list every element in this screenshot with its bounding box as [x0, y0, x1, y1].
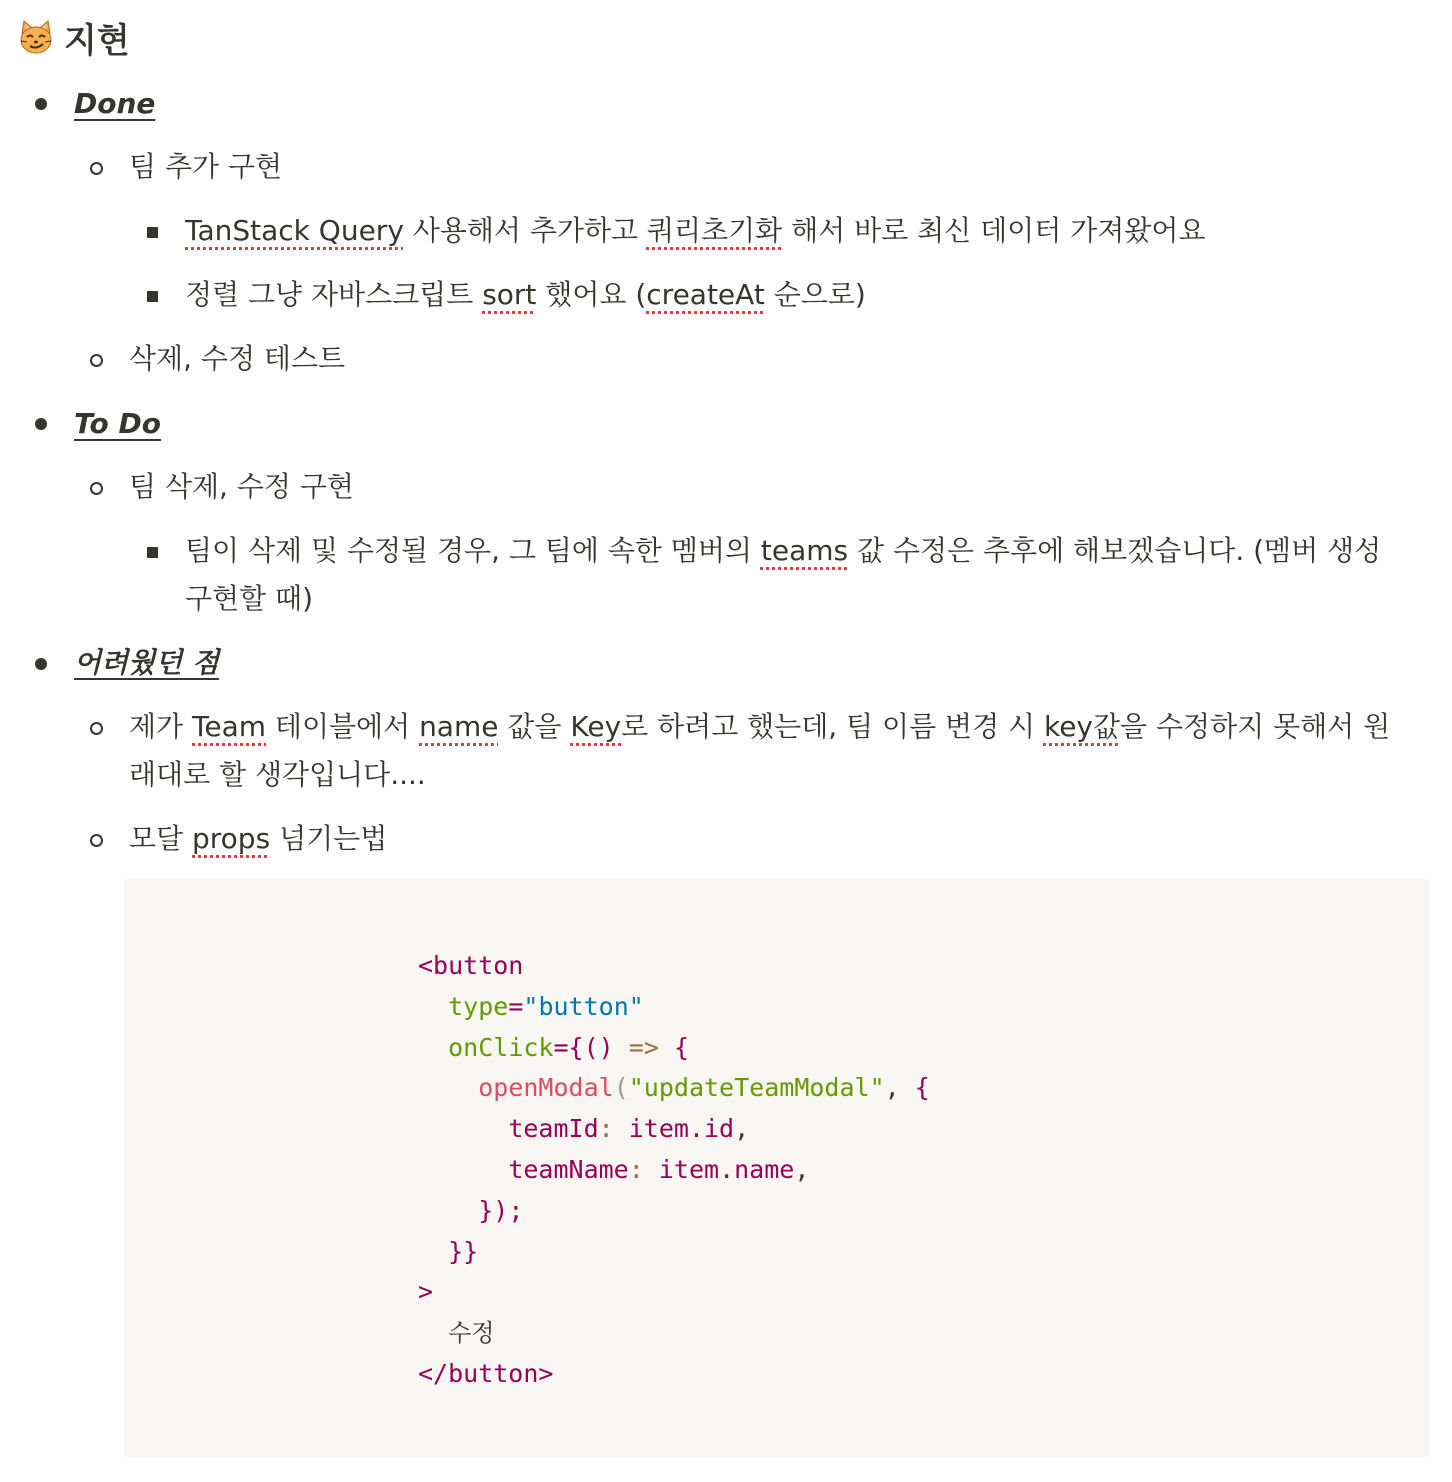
code-token: ,: [734, 1114, 750, 1144]
list-item-sort: 정렬 그냥 자바스크립트 sort 했어요 (createAt 순으로): [185, 278, 866, 311]
section-label-hard: 어려웠던 점: [74, 646, 219, 679]
code-token: =>: [628, 1032, 659, 1062]
code-token: (: [613, 1073, 629, 1103]
code-token: onClick: [448, 1032, 554, 1062]
page-heading: [18, 12, 130, 62]
code-token: {: [673, 1032, 689, 1062]
list-item-tanstack: TanStack Query 사용해서 추가하고 쿼리초기화 해서 바로 최신 데이터 가져왔어요: [185, 214, 1206, 247]
code-token: 수정: [448, 1319, 495, 1348]
page-title: 지현: [64, 20, 130, 61]
list-item-teams-value: 팀이 삭제 및 수정될 경우, 그 팀에 속한 멤버의 teams 값 수정은 추후에 해보겠습니다. (멤버 생성: [185, 534, 1382, 567]
bullet-dot-icon: [35, 98, 47, 110]
bullet-square-icon: [147, 291, 158, 302]
code-token: "updateTeamModal": [628, 1073, 885, 1103]
code-token: });: [478, 1195, 524, 1225]
code-token: =: [508, 991, 524, 1021]
list-item-key-cont: 래대로 할 생각입니다....: [129, 758, 426, 791]
list-item-key: 제가 Team 테이블에서 name 값을 Key로 하려고 했는데, 팀 이름 변경 시 key값을 수정하지 못해서 원: [129, 710, 1391, 743]
section-hard: [74, 639, 219, 687]
bullet-circle-icon: [90, 834, 103, 847]
code-token: :: [628, 1154, 644, 1184]
code-token: </button>: [418, 1358, 554, 1388]
bullet-square-icon: [147, 547, 158, 558]
list-item-teams-value-cont: 구현할 때): [185, 582, 314, 615]
bullet-dot-icon: [35, 418, 47, 430]
code-token: ,: [884, 1073, 900, 1103]
list-item-team-add: 팀 추가 구현: [129, 150, 283, 183]
code-token: }}: [448, 1236, 479, 1266]
code-token: {: [914, 1073, 930, 1103]
bullet-dot-icon: [35, 658, 47, 670]
list-item-props: 모달 props 넘기는법: [129, 822, 388, 855]
code-content: [418, 946, 930, 1395]
code-token: :: [598, 1114, 614, 1144]
section-label-todo: To Do: [74, 407, 161, 440]
smirking-cat-icon: [18, 19, 54, 55]
code-token: teamId: [508, 1114, 599, 1144]
bullet-circle-icon: [90, 354, 103, 367]
code-token: "button": [523, 991, 644, 1021]
code-token: item.id: [628, 1114, 735, 1144]
bullet-circle-icon: [90, 482, 103, 495]
code-token: type: [448, 991, 509, 1021]
bullet-circle-icon: [90, 722, 103, 735]
code-token: ,: [794, 1154, 810, 1184]
section-todo: [74, 400, 161, 448]
code-token: (): [583, 1032, 614, 1062]
code-token: openModal: [478, 1073, 614, 1103]
code-token: teamName: [508, 1154, 629, 1184]
list-item-team-edit: 팀 삭제, 수정 구현: [129, 470, 354, 503]
section-done: [74, 80, 155, 128]
section-label-done: Done: [74, 87, 156, 120]
bullet-circle-icon: [90, 162, 103, 175]
code-token: {: [568, 1032, 584, 1062]
code-token: <button: [418, 951, 524, 980]
list-item-test: 삭제, 수정 테스트: [129, 342, 346, 375]
code-token: item.name: [658, 1154, 795, 1184]
bullet-square-icon: [147, 227, 158, 238]
code-token: =: [553, 1032, 569, 1062]
code-token: >: [418, 1277, 434, 1307]
